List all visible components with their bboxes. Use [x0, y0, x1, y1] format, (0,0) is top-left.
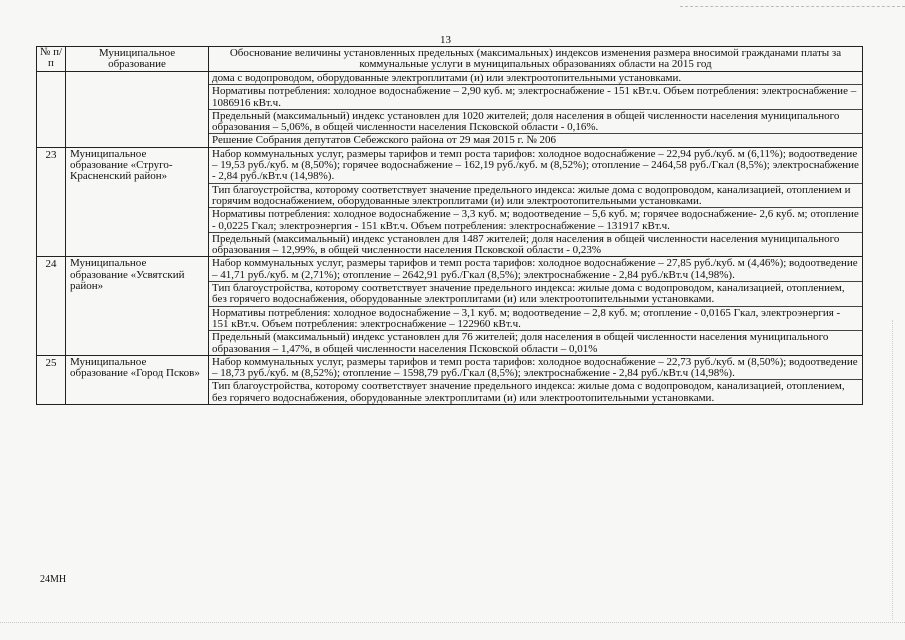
- justification-cell: [209, 72, 863, 148]
- justification-paragraph: Тип благоустройства, которому соответствует значение предельного индекса: жилые дома с водопроводом, канализацией, отоплением и горячим водоснабжением, оборудованные электроплитами (и) или электроотопительными установками.: [209, 184, 862, 209]
- justification-paragraph: Предельный (максимальный) индекс установлен для 76 жителей; доля населения в общей численности населения муниципального образования – 1,47%, в общей численности населения Псковской области – 0,01%: [212, 331, 829, 355]
- municipality-name: [66, 72, 209, 148]
- table-row: [37, 355, 863, 404]
- justification-paragraph: Нормативы потребления: холодное водоснабжение – 3,1 куб. м; водоотведение – 2,8 куб. м; отопление - 0,0165 Гкал, электроэнергия - 151 кВт.ч. Объем потребления: электроснабжение – 122960 кВт.ч.: [209, 307, 862, 332]
- table-body: [37, 72, 863, 405]
- municipality-name: Муниципальное образование «Город Псков»: [66, 355, 209, 404]
- page-number: 13: [440, 34, 451, 46]
- row-number: [37, 72, 66, 148]
- table-header-row: [37, 47, 863, 72]
- scan-edge-bottom: [0, 622, 905, 623]
- header-num: № п/п: [37, 47, 66, 72]
- justification-paragraph: Решение Собрания депутатов Себежского района от 29 мая 2015 г. № 206: [212, 134, 557, 147]
- row-number: 23: [37, 147, 66, 257]
- header-justification: Обоснование величины установленных предельных (максимальных) индексов изменения размера вносимой гражданами платы за коммунальные услуги в муниципальных образованиях области на 2015 год: [209, 47, 863, 72]
- justification-paragraph: Тип благоустройства, которому соответствует значение предельного индекса: жилые дома с водопроводом, канализацией, отоплением, без горячего водоснабжения, оборудованные электроплитами (и) или электроотопительными установками.: [209, 282, 862, 307]
- table-row: [37, 257, 863, 355]
- justification-paragraph: Предельный (максимальный) индекс установлен для 1020 жителей; доля населения в общей численности населения муниципального образования – 5,06%, в общей численности населения Псковской области - 0,16%.: [209, 110, 862, 135]
- scan-edge-right: [892, 320, 893, 620]
- municipality-name: Муниципальное образование «Струго-Красненский район»: [66, 147, 209, 257]
- row-number: 24: [37, 257, 66, 355]
- table-row: [37, 72, 863, 148]
- header-municipality: Муниципальное образование: [66, 47, 209, 72]
- municipality-name: Муниципальное образование «Усвятский район»: [66, 257, 209, 355]
- tariff-table: [36, 46, 863, 405]
- justification-cell: [209, 355, 863, 404]
- row-number: 25: [37, 355, 66, 404]
- justification-paragraph: Тип благоустройства, которому соответствует значение предельного индекса: жилые дома с водопроводом, канализацией, отоплением, без горячего водоснабжения, оборудованные электроплитами (и) или электроотопительными установками.: [212, 380, 845, 404]
- justification-paragraph: Набор коммунальных услуг, размеры тарифов и темп роста тарифов: холодное водоснабжение – 22,94 руб./куб. м (6,11%); водоотведение – 19,53 руб./куб. м (8,50%); горячее водоснабжение – 162,19 руб./куб. м (8,52%); отопление – 2464,58 руб./Гкал (8,5%); электроснабжение - 2,84 руб./кВт.ч (14,98%).: [209, 148, 862, 184]
- justification-paragraph: Набор коммунальных услуг, размеры тарифов и темп роста тарифов: холодное водоснабжение – 27,85 руб./куб. м (4,46%); водоотведение – 41,71 руб./куб. м (2,71%); отопление – 2642,91 руб./Гкал (8,5%); электроснабжение - 2,84 руб./кВт.ч (14,98%).: [209, 257, 862, 282]
- table-row: [37, 147, 863, 257]
- scan-edge-top: [680, 6, 905, 7]
- justification-paragraph: Предельный (максимальный) индекс установлен для 1487 жителей; доля населения в общей численности населения муниципального образования – 12,99%, в общей численности населения Псковской области - 0,23%: [212, 232, 840, 257]
- footer-code: 24МН: [40, 574, 67, 585]
- justification-paragraph: Нормативы потребления: холодное водоснабжение – 3,3 куб. м; водоотведение – 5,6 куб. м; горячее водоснабжение- 2,6 куб. м; отопление - 0,0225 Гкал; электроэнергия - 151 кВт.ч. Объем потребления: электроснабжение – 131917 кВт.ч.: [209, 208, 862, 233]
- justification-cell: [209, 257, 863, 355]
- justification-cell: [209, 147, 863, 257]
- justification-paragraph: дома с водопроводом, оборудованные электроплитами (и) или электроотопительными установками.: [209, 72, 862, 85]
- justification-paragraph: Нормативы потребления: холодное водоснабжение – 2,90 куб. м; электроснабжение - 151 кВт.ч. Объем потребления: электроснабжение – 1086916 кВт.ч.: [209, 85, 862, 110]
- justification-paragraph: Набор коммунальных услуг, размеры тарифов и темп роста тарифов: холодное водоснабжение – 22,73 руб./куб. м (8,50%); водоотведение – 18,73 руб./куб. м (8,52%); отопление – 1598,79 руб./Гкал (8,5%); электроснабжение - 2,84 руб./кВт.ч (14,98%).: [209, 356, 862, 381]
